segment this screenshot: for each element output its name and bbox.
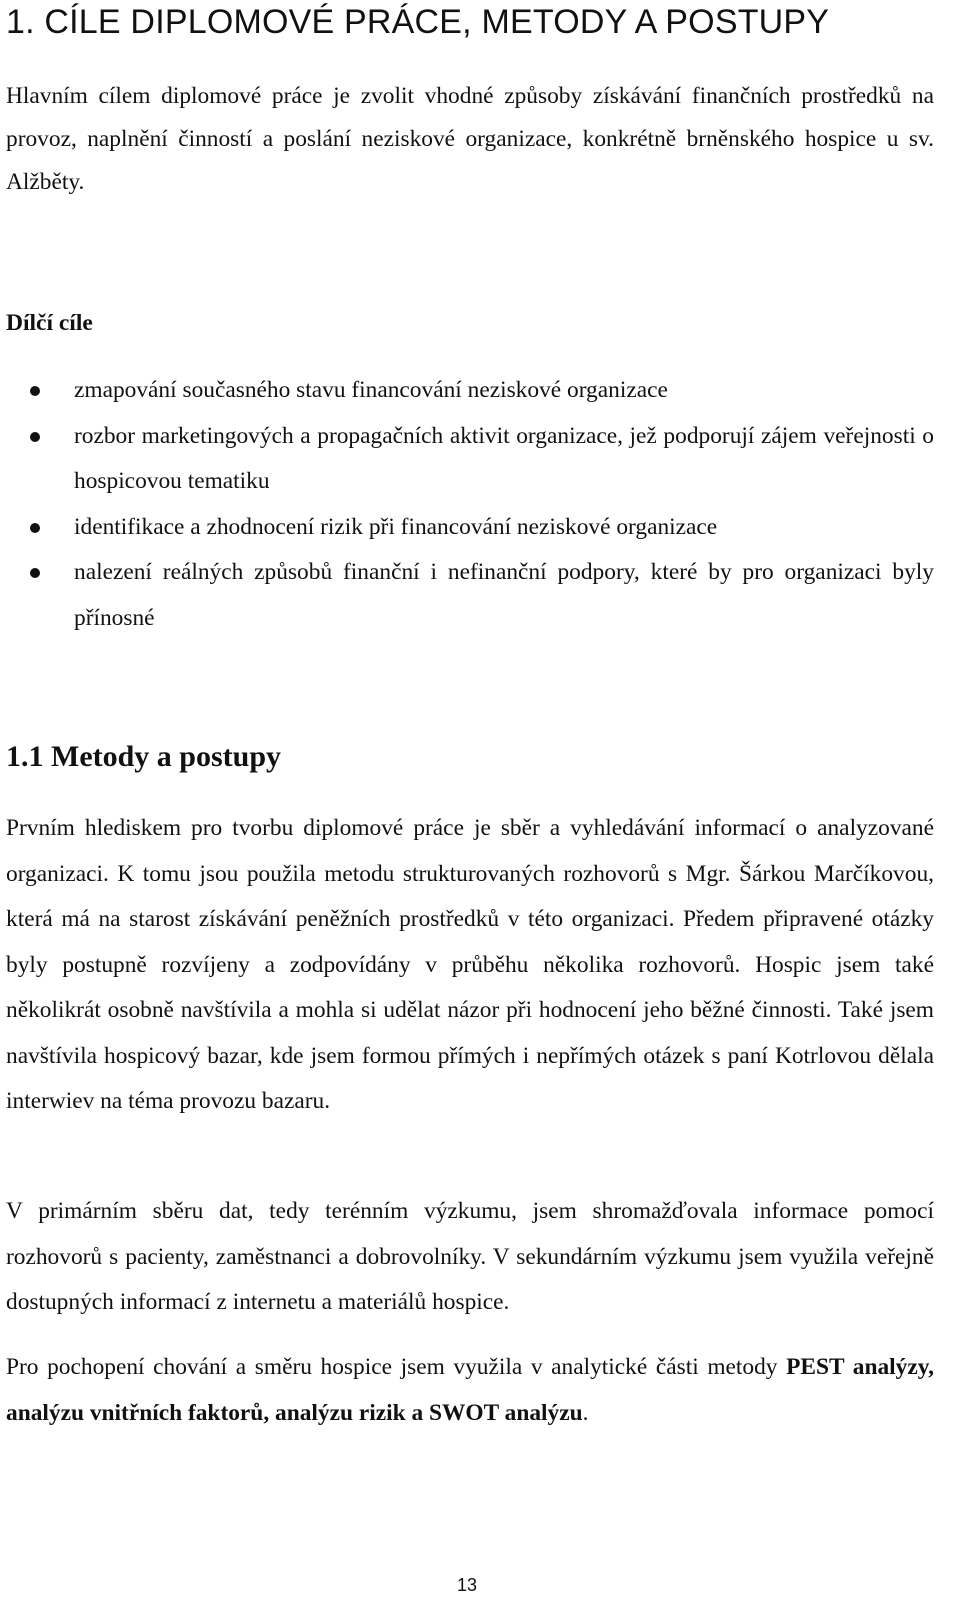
list-item (0, 505, 934, 551)
list-item-text: rozbor marketingových a propagačních aktivit organizace, jež podporují zájem veřejnosti o hospicovou tematiku (74, 422, 934, 494)
bullet-icon (30, 523, 40, 533)
analysis-methods-text: Pro pochopení chování a směru hospice jsem využila v analytické části metody (6, 1354, 787, 1380)
chapter-title: 1. CÍLE DIPLOMOVÉ PRÁCE, METODY A POSTUPY (6, 3, 830, 41)
bullet-icon (30, 568, 40, 578)
bullet-icon (30, 432, 40, 442)
list-item (0, 550, 934, 641)
list-item (0, 414, 934, 505)
intro-paragraph: Hlavním cílem diplomové práce je zvolit vhodné způsoby získávání finančních prostředků na provoz, naplnění činností a poslání neziskové organizace, konkrétně brněnského hospice u sv. Alžběty. (6, 83, 934, 195)
list-item-text: nalezení reálných způsobů finanční i nefinanční podpory, které by pro organizaci byly přínosné (74, 559, 934, 631)
list-item-text: identifikace a zhodnocení rizik při financování neziskové organizace (74, 513, 718, 540)
analysis-methods-end: . (582, 1399, 589, 1426)
list-item-text: zmapování současného stavu financování neziskové organizace (74, 377, 668, 403)
list-item (0, 368, 934, 414)
analysis-methods-paragraph (6, 1345, 934, 1436)
primary-research-paragraph: V primárním sběru dat, tedy terénním výzkumu, jsem shromažďovala informace pomocí rozhovorů s pacienty, zaměstnanci a dobrovolníky. V sekundárním výzkumu jsem využila veřejně dostupných informací z internetu a materiálů hospice. (6, 1198, 934, 1315)
page-number: 13 (456, 1575, 478, 1595)
bullet-icon (30, 386, 40, 396)
methods-paragraph: Prvním hlediskem pro tvorbu diplomové práce je sběr a vyhledávání informací o analyzované organizaci. K tomu jsou použila metodu strukturovaných rozhovorů s Mgr. Šárkou Marčíkovou, která má na starost získávání peněžních prostředků v této organizaci. Předem připravené otázky byly postupně rozvíjeny a zodpovídány v průběhu několika rozhovorů. Hospic jsem také několikrát osobně navštívila a mohla si udělat názor při hodnocení jeho běžné činnosti. Také jsem navštívila hospicový bazar, kde jsem formou přímých i nepřímých otázek s paní Kotrlovou dělala interwiev na téma provozu bazaru. (6, 815, 934, 1114)
subgoals-heading: Dílčí cíle (6, 310, 93, 336)
subgoals-list (0, 368, 934, 641)
analysis-methods-list: PEST analýzy, analýzu vnitřních faktorů, analýzu rizik a SWOT analýzu (6, 1354, 935, 1426)
section-heading: 1.1 Metody a postupy (6, 740, 282, 773)
